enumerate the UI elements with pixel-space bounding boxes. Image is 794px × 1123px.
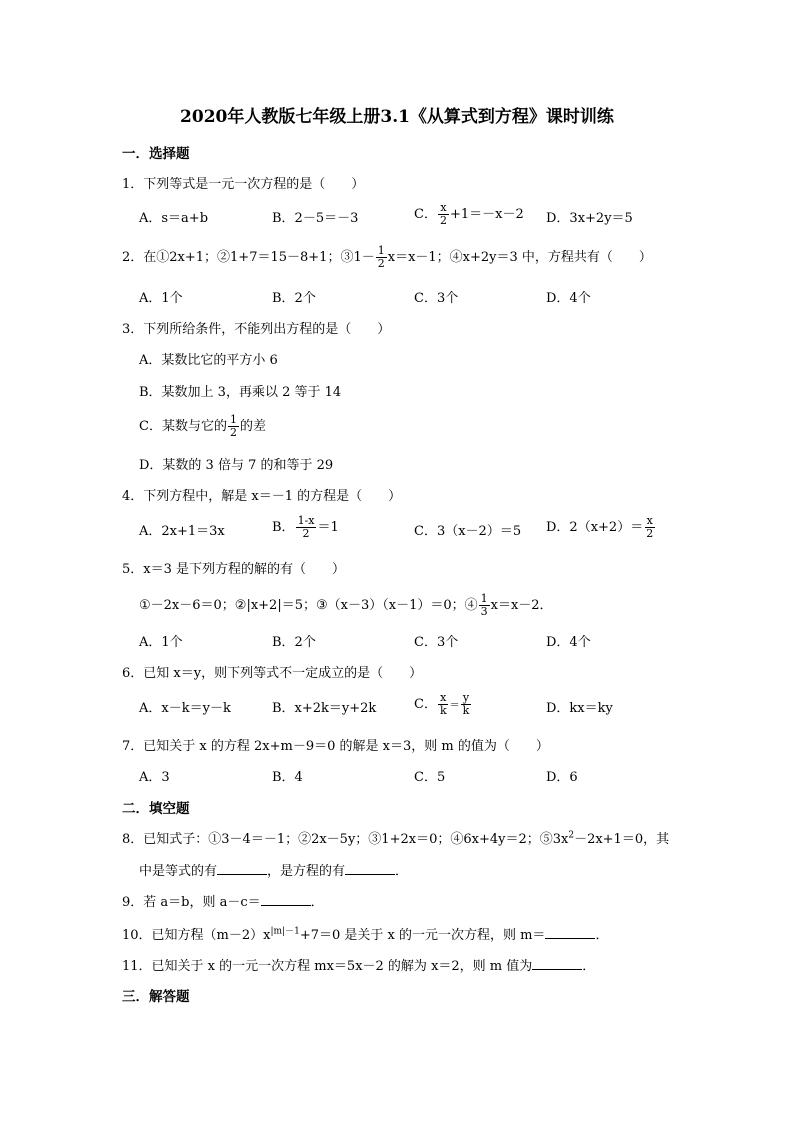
q4-option-a: A．2x+1＝3x [139,524,225,539]
q7-option-c: C．5 [414,770,446,785]
q1-option-c: C． $\frac{x}{2}$ +1＝－x－2 [414,201,524,227]
q1-option-d: D．3x+2y＝5 [546,211,633,226]
q7-option-b: B．4 [272,770,303,785]
question-6-stem: 6．已知 x＝y，则下列等式不一定成立的是（ ） [122,666,423,681]
q1-option-b: B．2－5＝－3 [272,211,359,226]
section-answer: 三．解答题 [122,989,190,1005]
question-9: 9．若 a＝b，则 a－c＝ ． [122,895,324,910]
blank-11[interactable] [532,957,582,970]
question-2-stem: 2．在①2x+1；②1+7＝15－8+1；③1－ $\frac{1}{2}$ x＝x－1；④x+2y＝3 中，方程共有（ ） [122,244,652,270]
q3-option-b: B．某数加上 3，再乘以 2 等于 14 [139,385,342,400]
q5-option-b: B．2个 [272,635,316,650]
section-choice: 一．选择题 [122,146,190,162]
q3-option-a: A．某数比它的平方小 6 [139,353,278,368]
question-1-stem: 1．下列等式是一元一次方程的是（ ） [122,177,365,192]
question-11: 11．已知关于 x 的一元一次方程 mx＝5x－2 的解为 x＝2，则 m 值为 ． [122,959,596,974]
q3-option-d: D．某数的 3 倍与 7 的和等于 29 [139,458,334,473]
q2-option-a: A．1个 [139,291,183,306]
q5-option-c: C．3个 [414,635,459,650]
section-fill: 二．填空题 [122,801,190,817]
q7-option-d: D．6 [546,770,578,785]
q7-option-a: A．3 [139,770,170,785]
question-4-stem: 4．下列方程中，解是 x＝－1 的方程是（ ） [122,489,402,504]
q2-option-c: C．3个 [414,291,459,306]
blank-10[interactable] [545,926,595,939]
question-3-stem: 3．下列所给条件，不能列出方程的是（ ） [122,322,391,337]
blank-8b[interactable] [345,862,395,875]
q3-option-c: C．某数与它的 $\frac{1}{2}$ 的差 [139,413,266,439]
question-5-items: ①－2x－6＝0；②|x+2|＝5；③（x－3）（x－1）＝0；④ $\frac{1}{3}$ x＝x－2． [139,592,553,618]
q5-option-d: D．4个 [546,635,591,650]
blank-9[interactable] [261,893,311,906]
question-5-stem: 5．x＝3 是下列方程的解的有（ ） [122,562,346,577]
q6-option-a: A．x－k＝y－k [139,701,231,716]
blank-8a[interactable] [217,862,267,875]
q1-option-a: A．s＝a+b [139,211,209,226]
q2-option-b: B．2个 [272,291,316,306]
q6-option-c: C． $\frac{x}{k}$ ＝ $\frac{y}{k}$ [414,691,470,717]
question-10: 10．已知方程$(m-2)x^{|m|-1}+7=0$ 是关于 x 的一元一次方程，则 m＝ ． [122,926,609,943]
question-7-stem: 7．已知关于 x 的方程 2x+m－9＝0 的解是 x＝3，则 m 的值为（ ） [122,739,549,754]
q6-option-d: D．kx＝ky [546,701,613,716]
q5-option-a: A．1个 [139,635,183,650]
q4-option-c: C．3（x－2）＝5 [414,524,522,539]
q2-option-d: D．4个 [546,291,591,306]
q6-option-b: B．x+2k＝y+2k [272,701,377,716]
q4-option-d: D．2（x+2）＝ $\frac{x}{2}$ [546,514,654,540]
q4-option-b: B． $\frac{1-x}{2}$ ＝1 [272,514,339,540]
question-8-line2: 中是等式的有 ，是方程的有 ． [139,864,409,879]
question-8-line1: 8．已知式子：①3－4＝－1；②2x－5y；③1+2x＝0；④6x+4y＝2；$⑤3x^2-2x+1=0$，其 [122,830,670,847]
page-title: 2020年人教版七年级上册3.1《从算式到方程》课时训练 [180,107,614,127]
